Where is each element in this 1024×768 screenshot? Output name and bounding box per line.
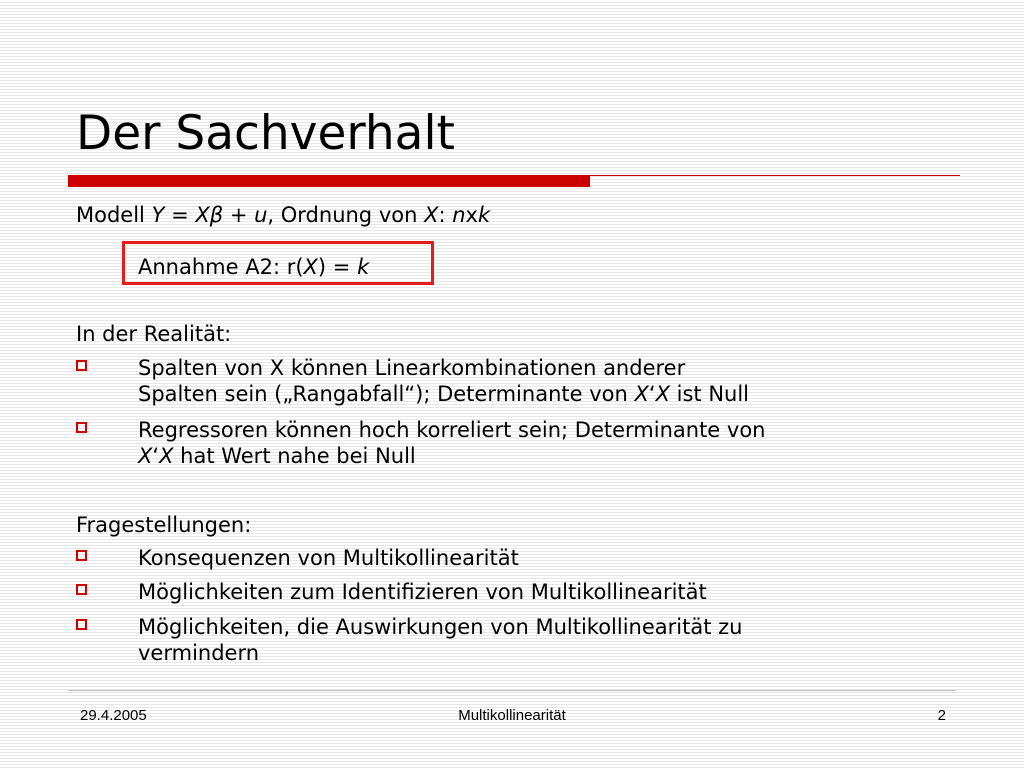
assumption-highlight-box: [122, 241, 434, 285]
reality-bullet-2-transpose: ‘: [152, 444, 160, 468]
reality-bullet-2-end: hat Wert nahe bei Null: [173, 444, 416, 468]
square-bullet-icon: [76, 584, 87, 595]
assumption-k: k: [357, 255, 370, 279]
assumption-X: X: [303, 255, 318, 279]
square-bullet-icon: [76, 360, 87, 371]
reality-bullet-2-X2: X: [159, 444, 174, 468]
assumption-prefix: Annahme A2: r(: [138, 255, 304, 279]
question-bullet-1: Konsequenzen von Multikollinearität: [138, 546, 519, 570]
footer-page-number: 2: [937, 707, 946, 724]
reality-bullet-1-line-1: Spalten von X können Linearkombinationen anderer: [138, 356, 686, 380]
question-bullet-2: Möglichkeiten zum Identifizieren von Multikollinearität: [138, 580, 707, 604]
title-underline-rule: [590, 175, 960, 176]
square-bullet-icon: [76, 550, 87, 561]
model-k: k: [477, 203, 491, 227]
assumption-suffix: ) =: [317, 255, 358, 279]
model-beta: β: [209, 203, 224, 227]
reality-bullet-1-X2: X: [655, 382, 670, 406]
footer-divider: [68, 690, 956, 691]
square-bullet-icon: [76, 619, 87, 630]
model-eq: =: [164, 203, 196, 227]
reality-bullet-2-line-2: [138, 443, 416, 469]
model-u: u: [254, 203, 268, 227]
footer-topic: Multikollinearität: [458, 707, 566, 724]
model-X2: X: [424, 203, 439, 227]
reality-bullet-1-line-2: [138, 381, 749, 407]
reality-bullet-2-line-1: Regressoren können hoch korreliert sein; Determinante von: [138, 418, 766, 442]
model-plus: +: [223, 203, 255, 227]
model-colon: :: [438, 203, 453, 227]
questions-heading: Fragestellungen:: [76, 513, 252, 537]
footer-date: 29.4.2005: [80, 707, 147, 724]
model-order-text: , Ordnung von: [267, 203, 425, 227]
model-line: [76, 202, 490, 228]
model-prefix: Modell: [76, 203, 152, 227]
reality-bullet-1-X1: X: [634, 382, 649, 406]
model-Y: Y: [151, 203, 165, 227]
reality-bullet-2-X1: X: [138, 444, 153, 468]
slide-title: Der Sachverhalt: [76, 106, 455, 161]
reality-bullet-1-transpose: ‘: [648, 382, 656, 406]
title-underline-bar: [68, 175, 590, 187]
model-times: x: [465, 203, 478, 227]
square-bullet-icon: [76, 422, 87, 433]
question-bullet-3-line-2: vermindern: [138, 641, 260, 665]
model-n: n: [452, 203, 466, 227]
question-bullet-3-line-1: Möglichkeiten, die Auswirkungen von Multikollinearität zu: [138, 615, 743, 639]
model-X: X: [195, 203, 210, 227]
reality-bullet-1-end: ist Null: [669, 382, 750, 406]
reality-heading: In der Realität:: [76, 322, 232, 346]
reality-bullet-1-text: Spalten sein („Rangabfall“); Determinante von: [138, 382, 635, 406]
